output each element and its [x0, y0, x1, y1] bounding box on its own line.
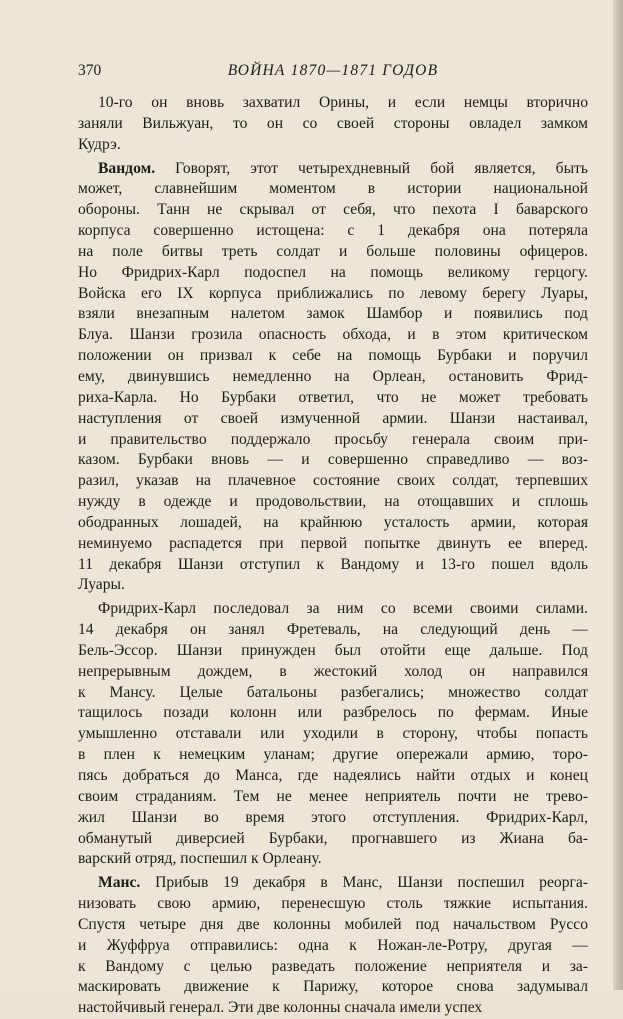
page-number: 370 [78, 62, 102, 79]
section-run-in-heading: Вандом. [98, 159, 156, 177]
text-line-content: неминуемо распадется при первой попытке двинуть ее вперед. [78, 534, 588, 552]
text-line-content: умышленно отставали или уходили в сторону, чтобы попасть [78, 725, 588, 743]
text-line [78, 620, 588, 641]
text-line-content: пясь добраться до Манса, где надеялись найти отдых и конец [78, 767, 588, 784]
text-line [78, 135, 588, 156]
text-line-content: может, славнейшим моментом в истории национальной [78, 180, 588, 198]
text-line [78, 787, 588, 808]
text-line [78, 179, 588, 200]
text-line [78, 683, 588, 704]
text-line [78, 284, 588, 305]
text-line-content: Прибыв 19 декабря в Манс, Шанзи поспешил реорга- [140, 874, 588, 892]
text-line [78, 703, 588, 724]
text-line-content: наступления от своей измученной армии. Шанзи настаивал, [78, 409, 588, 427]
text-line-content: взяли внезапным налетом замок Шамбор и появились под [78, 305, 588, 323]
text-line-content: жил Шанзи во время этого отступления. Фридрих-Карл, [78, 808, 588, 826]
page-header [78, 62, 588, 86]
text-line-content: ему, двинувшись немедленно на Орлеан, остановить Фрид- [78, 367, 588, 385]
text-line [78, 221, 588, 242]
text-line-content: и правительство поддержало просьбу генерала своим при- [78, 430, 588, 448]
text-line [78, 430, 588, 451]
text-line [78, 471, 588, 492]
text-line [78, 808, 588, 829]
text-line-content: настойчивый генерал. Эти две колонны сначала имели успех [78, 999, 483, 1017]
text-line [78, 409, 588, 430]
text-line [78, 662, 588, 683]
text-line-content: 14 декабря он занял Фретеваль, на следующий день — [78, 621, 588, 639]
text-line-content: в плен к немецким уланам; другие опережали армию, торо- [78, 746, 588, 764]
book-spine-shadow [613, 0, 623, 990]
text-line [78, 829, 588, 850]
text-line-content: Но Фридрих-Карл подоспел на помощь великому герцогу. [78, 263, 588, 281]
text-line-content: на поле битвы треть солдат и больше половины офицеров. [78, 242, 588, 260]
text-line-content: казом. Бурбаки вновь — и совершенно справедливо — воз- [78, 451, 588, 469]
text-line-content: Кудрэ. [78, 135, 121, 153]
text-line-content: ободранных лошадей, на крайнюю усталость армии, которая [78, 513, 588, 531]
text-line-content: Фридрих-Карл последовал за ним со всеми своими силами. [98, 600, 588, 618]
text-line [78, 346, 588, 367]
body-text [78, 93, 588, 1019]
text-line-content: обманутый диверсией Бурбаки, прогнавшего из Жиана ба- [78, 829, 588, 847]
text-line [78, 745, 588, 766]
text-line-content: обороны. Танн не скрывал от себя, что пехота I баварского [78, 201, 588, 219]
text-line-content: положении он призвал к себе на помощь Бурбаки и поручил [78, 347, 588, 365]
text-line-content: корпуса совершенно истощена: с 1 декабря она потеряла [78, 222, 588, 240]
text-line-content: 11 декабря Шанзи отступил к Вандому и 13-го пошел вдоль [78, 555, 588, 573]
text-line-content: своим страданиям. Тем не менее неприятель почти не трево- [78, 787, 588, 805]
text-line-content: тащилось позади колонн или разбрелось по фермам. Иные [78, 704, 588, 722]
text-line-content: к Мансу. Целые батальоны разбегались; множество солдат [78, 683, 588, 701]
text-line [78, 766, 588, 787]
text-line [78, 915, 588, 936]
text-line [78, 304, 588, 325]
text-line-content: непрерывным дождем, в жестокий холод он направился [78, 662, 588, 680]
text-line [78, 977, 588, 998]
text-line [78, 936, 588, 957]
text-line-content: Бель-Эссор. Шанзи принужден был отойти еще дальше. Под [78, 641, 588, 659]
text-line-content: Спустя четыре дня две колонны мобилей под начальством Руссо [78, 915, 588, 933]
text-line [78, 263, 588, 284]
text-line-content: Луары. [78, 576, 125, 594]
text-line [78, 367, 588, 388]
text-line [78, 599, 588, 620]
text-line [78, 513, 588, 534]
text-line [78, 849, 588, 870]
text-line-content: 10-го он вновь захватил Орины, и если немцы вторично [98, 94, 588, 111]
running-title: ВОЙНА 1870—1871 ГОДОВ [227, 62, 439, 79]
text-line [78, 242, 588, 263]
text-line [78, 894, 588, 915]
text-line-content: разил, указав на плачевное состояние своих солдат, терпевших [78, 472, 588, 490]
text-line-content: маскировать движение к Парижу, которое снова задумывал [78, 978, 588, 996]
text-line-content: варский отряд, поспешил к Орлеану. [78, 850, 322, 868]
text-line [78, 998, 588, 1019]
section-run-in-heading: Манс. [98, 874, 141, 892]
text-line-content: заняли Вильжуан, то он со своей стороны овладел замком [78, 114, 588, 132]
text-line [78, 555, 588, 576]
text-line-content: Блуа. Шанзи грозила опасность обхода, и в этом критическом [78, 326, 588, 344]
text-line [78, 325, 588, 346]
text-line [78, 957, 588, 978]
text-line-content: низовать свою армию, перенесшую столь тяжкие испытания. [78, 895, 588, 913]
text-line-content: Войска его IX корпуса приближались по левому берегу Луары, [78, 284, 588, 302]
text-line [78, 388, 588, 409]
text-line-content: Говорят, этот четырехдневный бой является, быть [155, 159, 588, 177]
text-line [78, 450, 588, 471]
text-line [78, 492, 588, 513]
text-line [78, 114, 588, 135]
text-line [78, 93, 588, 114]
text-line [78, 159, 588, 180]
text-line-content: и Жуффруа отправились: одна к Ножан-ле-Ротру, другая — [78, 936, 588, 954]
text-line-content: к Вандому с целью разведать положение неприятеля и за- [78, 957, 588, 975]
text-line [78, 575, 588, 596]
text-line-content: нужду в одежде и продовольствии, на отощавших и сплошь [78, 493, 588, 511]
text-line-content: риха-Карла. Но Бурбаки ответил, что не может требовать [78, 388, 588, 406]
text-line [78, 873, 588, 894]
text-line [78, 534, 588, 555]
text-line [78, 641, 588, 662]
text-line [78, 724, 588, 745]
text-line [78, 200, 588, 221]
